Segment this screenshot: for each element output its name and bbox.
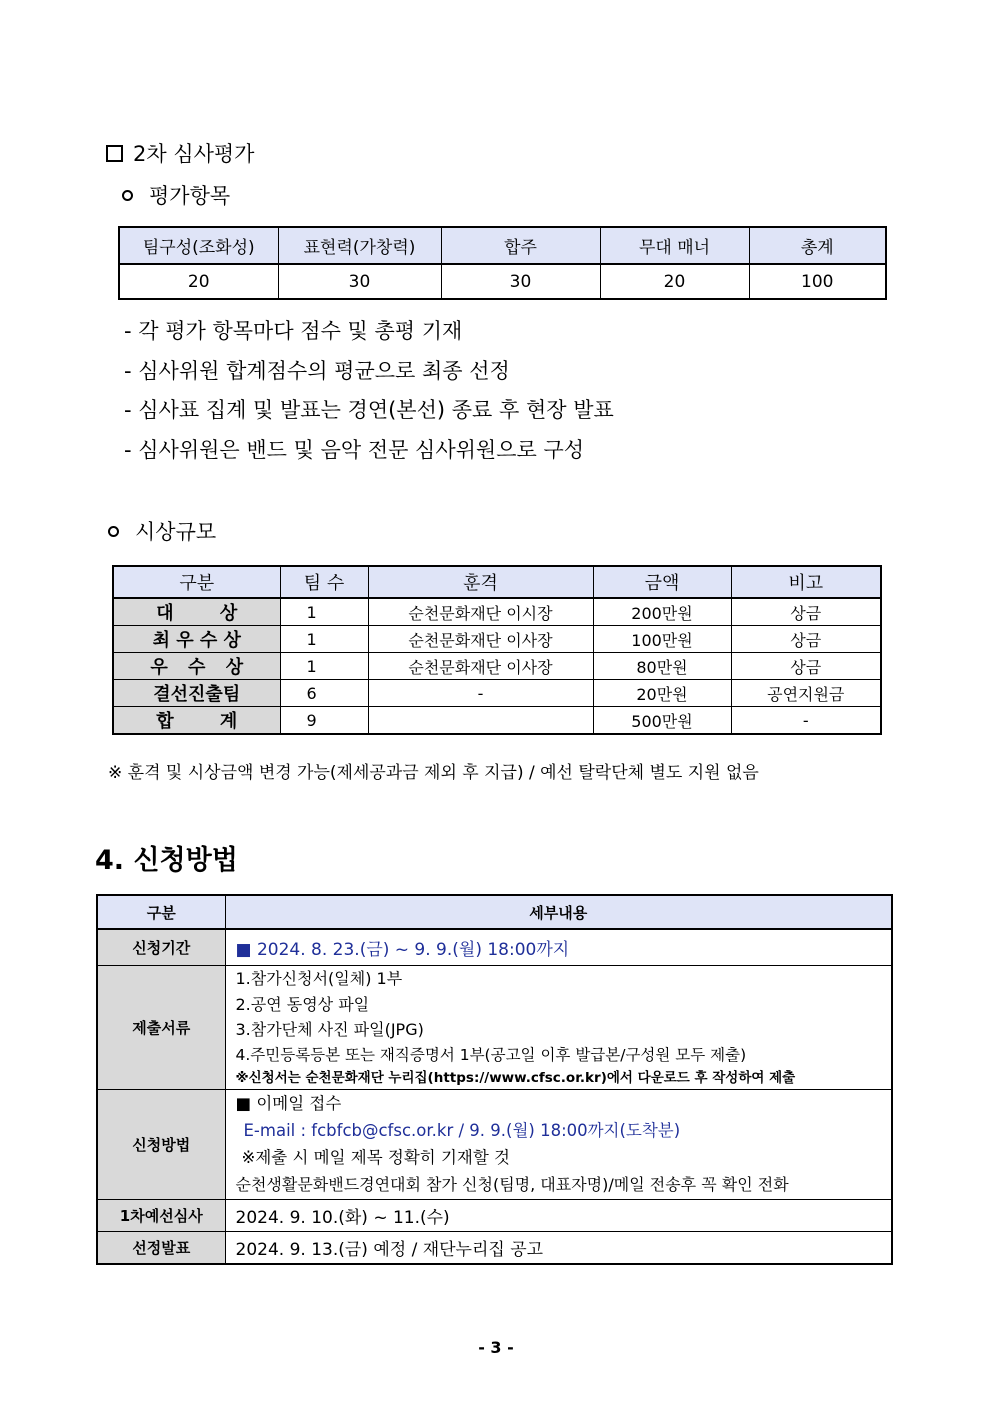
eval-value-cell: 30 (441, 264, 600, 299)
table-row (97, 929, 892, 965)
doc-item: 4.주민등록등본 또는 재직증명서 1부(공고일 이후 발급본/구성원 모두 제출) (235, 1045, 747, 1064)
award-cell: 100만원 (593, 626, 731, 653)
award-row-label: 결선진출팀 (113, 680, 280, 707)
eval-header-cell: 무대 매너 (600, 227, 749, 264)
award-cell (368, 707, 593, 735)
award-footnote: ※ 훈격 및 시상금액 변경 가능(제세공과금 제외 후 지급) / 예선 탈락단체 별도 지원 없음 (108, 763, 759, 783)
award-header-cell: 훈격 (368, 566, 593, 598)
award-header-cell: 비고 (731, 566, 881, 598)
table-row (97, 1199, 892, 1231)
app-header-cell: 구분 (97, 895, 225, 929)
eval-table (118, 226, 887, 300)
award-cell: 80만원 (593, 653, 731, 680)
award-cell: 1 (280, 626, 368, 653)
award-cell: 순천문화재단 이시장 (368, 598, 593, 626)
app-row-label: 1차예선심사 (97, 1199, 225, 1231)
app-announce-value: 2024. 9. 13.(금) 예정 / 재단누리집 공고 (225, 1231, 892, 1264)
award-cell: 상금 (731, 653, 881, 680)
app-prelim-value: 2024. 9. 10.(화) ~ 11.(수) (225, 1199, 892, 1231)
table-row (113, 598, 881, 626)
eval-header-cell: 표현력(가창력) (278, 227, 441, 264)
award-cell: 순천문화재단 이사장 (368, 653, 593, 680)
award-cell: 20만원 (593, 680, 731, 707)
eval-note-item: - 심사위원 합계점수의 평균으로 최종 선정 (124, 358, 510, 383)
app-header-row (97, 895, 892, 929)
subsection-title-award-text: 시상규모 (135, 520, 217, 544)
eval-value-cell: 20 (600, 264, 749, 299)
doc-note: ※신청서는 순천문화재단 누리집(https://www.cfsc.or.kr)에서 다운로드 후 작성하여 제출 (235, 1070, 796, 1086)
award-cell: 1 (280, 598, 368, 626)
award-cell: 6 (280, 680, 368, 707)
circle-icon (122, 190, 133, 201)
section-heading: 4. 신청방법 (95, 845, 238, 876)
award-row-label: 우 수 상 (113, 653, 280, 680)
award-header-cell: 구분 (113, 566, 280, 598)
subsection-title-award (108, 516, 216, 546)
section-title (106, 138, 254, 168)
section-title-text: 2차 심사평가 (133, 142, 255, 166)
method-note: ※제출 시 메일 제목 정확히 기재할 것 (241, 1148, 510, 1167)
award-header-cell: 팀 수 (280, 566, 368, 598)
app-row-label: 신청기간 (97, 929, 225, 965)
app-header-cell: 세부내용 (225, 895, 892, 929)
award-cell: 공연지원금 (731, 680, 881, 707)
award-cell: 상금 (731, 598, 881, 626)
app-docs-cell (225, 965, 892, 1089)
award-cell: - (368, 680, 593, 707)
eval-header-cell: 합주 (441, 227, 600, 264)
award-cell: 9 (280, 707, 368, 735)
app-row-label: 선정발표 (97, 1231, 225, 1264)
eval-note-item: - 심사위원은 밴드 및 음악 전문 심사위원으로 구성 (124, 437, 585, 462)
circle-icon (108, 526, 119, 537)
app-row-label: 신청방법 (97, 1089, 225, 1199)
award-row-label: 대 상 (113, 598, 280, 626)
method-subject: 순천생활문화밴드경연대회 참가 신청(팀명, 대표자명)/메일 전송후 꼭 확인 전화 (235, 1175, 789, 1194)
eval-header-cell: 팀구성(조화성) (119, 227, 278, 264)
award-header-row (113, 566, 881, 598)
method-line: ■ 이메일 접수 (235, 1094, 342, 1113)
award-table (112, 565, 882, 735)
app-row-label: 제출서류 (97, 965, 225, 1089)
eval-value-cell: 30 (278, 264, 441, 299)
doc-item: 1.참가신청서(일체) 1부 (235, 969, 403, 988)
app-method-cell (225, 1089, 892, 1199)
eval-header-row (119, 227, 886, 264)
eval-note-item: - 각 평가 항목마다 점수 및 총평 기재 (124, 319, 463, 343)
subsection-title-eval (122, 180, 230, 210)
table-row (97, 965, 892, 1089)
doc-item: 3.참가단체 사진 파일(JPG) (235, 1020, 424, 1039)
subsection-title-eval-text: 평가항목 (149, 184, 231, 208)
doc-item: 2.공연 동영상 파일 (235, 994, 370, 1014)
eval-value-cell: 100 (749, 264, 886, 299)
table-row (97, 1231, 892, 1264)
eval-value-row (119, 264, 886, 299)
table-row (113, 653, 881, 680)
eval-notes (124, 312, 614, 470)
award-cell: 순천문화재단 이사장 (368, 626, 593, 653)
table-row (113, 707, 881, 735)
table-row (113, 680, 881, 707)
award-cell: 500만원 (593, 707, 731, 735)
page-number: - 3 - (478, 1338, 514, 1357)
award-cell: 200만원 (593, 598, 731, 626)
award-row-label: 최 우 수 상 (113, 626, 280, 653)
square-icon (106, 145, 123, 162)
award-cell: 상금 (731, 626, 881, 653)
app-period-value: ■ 2024. 8. 23.(금) ~ 9. 9.(월) 18:00까지 (225, 929, 892, 965)
application-table (96, 894, 893, 1265)
eval-value-cell: 20 (119, 264, 278, 299)
table-row (97, 1089, 892, 1199)
eval-note-item: - 심사표 집계 및 발표는 경연(본선) 종료 후 현장 발표 (124, 398, 614, 422)
award-cell: - (731, 707, 881, 735)
table-row (113, 626, 881, 653)
method-email: E-mail : fcbfcb@cfsc.or.kr / 9. 9.(월) 18:00까지(도착분) (243, 1121, 681, 1140)
award-row-label: 합 계 (113, 707, 280, 735)
eval-header-cell: 총계 (749, 227, 886, 264)
award-cell: 1 (280, 653, 368, 680)
award-header-cell: 금액 (593, 566, 731, 598)
